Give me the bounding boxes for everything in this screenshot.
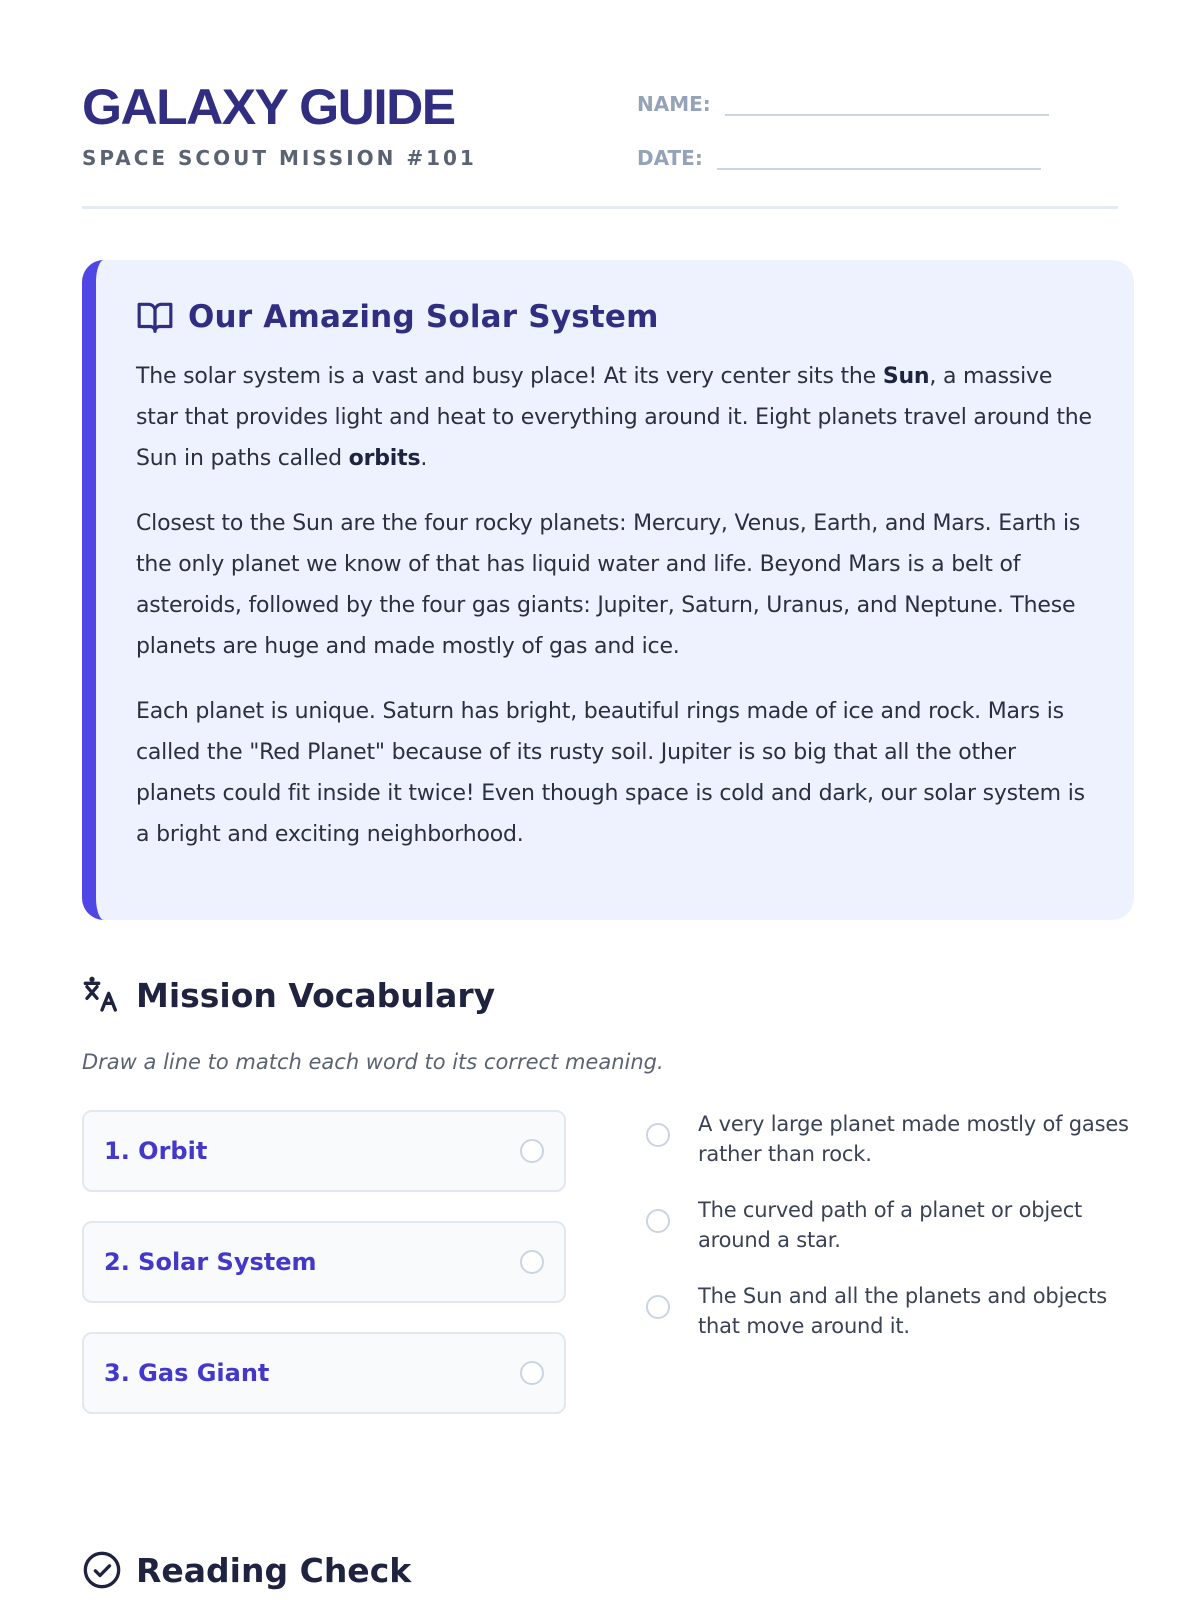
word-match-dot[interactable] <box>520 1361 544 1385</box>
vocabulary-title: Mission Vocabulary <box>136 975 496 1015</box>
reading-check-section-header <box>82 1550 411 1590</box>
definition-item[interactable] <box>646 1109 1134 1169</box>
translate-icon <box>82 975 122 1015</box>
word-label: 3. Gas Giant <box>104 1359 270 1387</box>
name-field <box>637 86 1049 116</box>
definition-match-dot[interactable] <box>646 1123 670 1147</box>
definition-item[interactable] <box>646 1281 1134 1341</box>
bold-term-orbits: orbits <box>348 446 421 471</box>
reading-passage-card <box>82 260 1134 920</box>
passage-title: Our Amazing Solar System <box>188 299 659 335</box>
word-card-orbit[interactable] <box>82 1110 566 1192</box>
reading-check-title: Reading Check <box>136 1550 412 1590</box>
vocabulary-section-header <box>82 975 495 1015</box>
vocabulary-instructions: Draw a line to match each word to its correct meaning. <box>82 1050 664 1074</box>
mission-subtitle: SPACE SCOUT MISSION #101 <box>82 146 477 170</box>
word-match-dot[interactable] <box>520 1139 544 1163</box>
definition-match-dot[interactable] <box>646 1209 670 1233</box>
check-circle-icon <box>82 1550 122 1590</box>
definition-text: The Sun and all the planets and objects that move around it. <box>698 1284 1108 1338</box>
word-match-dot[interactable] <box>520 1250 544 1274</box>
definition-item[interactable] <box>646 1195 1134 1255</box>
passage-paragraph-1: The solar system is a vast and busy place! At its very center sits the Sun, a massive star that provides light and heat to everything around it. Eight planets travel around the Sun in paths called orbits. <box>136 364 1092 471</box>
definition-match-dot[interactable] <box>646 1295 670 1319</box>
passage-paragraph-3: Each planet is unique. Saturn has bright, beautiful rings made of ice and rock. Mars is called the "Red Planet" because of its rusty soil. Jupiter is so big that all the other planets could fit inside it twice! Even though space is cold and dark, our solar system is a bright and exciting neighborhood. <box>136 699 1085 847</box>
passage-paragraph-2: Closest to the Sun are the four rocky planets: Mercury, Venus, Earth, and Mars. Earth is the only planet we know of that has liquid water and life. Beyond Mars is a belt of asteroids, followed by the four gas giants: Jupiter, Saturn, Uranus, and Neptune. These planets are huge and made mostly of gas and ice. <box>136 511 1081 659</box>
date-input-line[interactable] <box>717 142 1041 170</box>
date-label: DATE: <box>637 146 703 170</box>
word-card-gas-giant[interactable] <box>82 1332 566 1414</box>
word-label: 1. Orbit <box>104 1137 208 1165</box>
name-label: NAME: <box>637 92 711 116</box>
word-label: 2. Solar System <box>104 1248 317 1276</box>
definition-text: A very large planet made mostly of gases rather than rock. <box>698 1112 1129 1166</box>
book-open-icon <box>136 298 174 336</box>
date-field <box>637 140 1041 170</box>
bold-term-sun: Sun <box>882 364 930 389</box>
word-card-solar-system[interactable] <box>82 1221 566 1303</box>
name-input-line[interactable] <box>725 88 1049 116</box>
passage-header <box>136 298 1094 336</box>
definition-text: The curved path of a planet or object around a star. <box>698 1198 1083 1252</box>
page-title: GALAXY GUIDE <box>82 79 455 135</box>
